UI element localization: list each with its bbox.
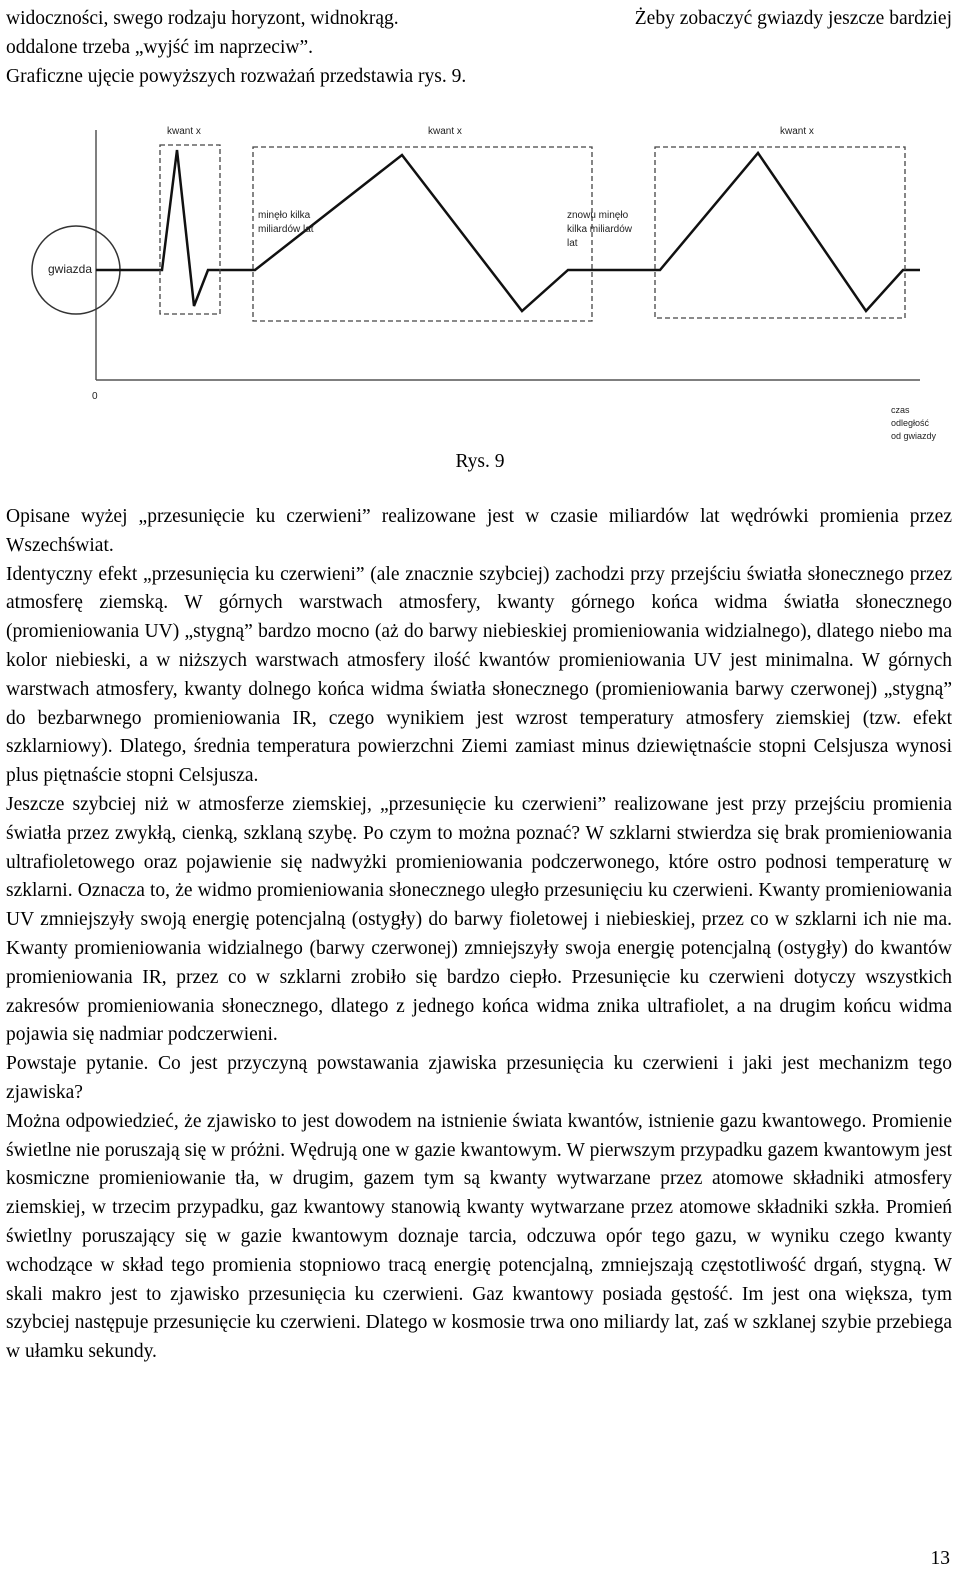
label-kwant-3: kwant x — [780, 126, 814, 137]
label-czas-3: od gwiazdy — [891, 431, 937, 441]
label-kwant-1: kwant x — [167, 126, 201, 137]
paragraph-1: Opisane wyżej „przesunięcie ku czerwieni” realizowane jest w czasie miliardów lat wędrówki promienia przez Wszechświat. — [6, 506, 952, 556]
label-gwiazda: gwiazda — [48, 262, 93, 276]
label-znowu-3: lat — [567, 238, 578, 249]
label-zero: 0 — [92, 391, 98, 402]
label-minelo-1: minęło kilka — [258, 210, 311, 221]
intro-line1-right: Żeby zobaczyć gwiazdy jeszcze bardziej — [634, 8, 952, 29]
paragraph-2: Identyczny efekt „przesunięcia ku czerwieni” (ale znacznie szybciej) zachodzi przy przejściu światła słonecznego przez atmosferę ziemską. W górnych warstwach atmosfery, kwanty górnego końca widma światła słonecznego (promieniowania UV) „stygną” bardzo mocno (aż do barwy niebieskiej promieniowania widzialnego), dlatego niebo ma kolor niebieski, a w niższych warstwach atmosfery ilość kwantów promieniowania UV jest minimalna. W górnych warstwach atmosfery, kwanty dolnego końca widma światła słonecznego (promieniowania barwy czerwonej) „stygną” do bezbarwnego promieniowania IR, czego wynikiem jest wzrost temperatury atmosfery ziemskiej (tzw. efekt szklarniowy). Dlatego, średnia temperatura powierzchni Ziemi zamiast minus dziewiętnaście stopni Celsjusza wynosi plus piętnaście stopni Celsjusza. — [6, 563, 952, 787]
label-minelo-2: miliardów lat — [258, 224, 314, 235]
figure-redshift-diagram — [0, 118, 960, 448]
label-znowu-1: znowu minęło — [567, 210, 629, 221]
intro-line3: Graficzne ujęcie powyższych rozważań przedstawia rys. 9. — [6, 66, 467, 87]
label-czas-2: odległość — [891, 418, 930, 428]
label-znowu-2: kilka miliardów — [567, 224, 633, 235]
paragraph-3: Jeszcze szybciej niż w atmosferze ziemskiej, „przesunięcie ku czerwieni” realizowane jest przy przejściu promienia światła przez zwykłą, cienką, szklaną szybę. Po czym to można poznać? W szklarni stwierdza się brak promieniowania ultrafioletowego oraz pojawienie się nadwyżki promieniowania podczerwonego, które ostro podnosi temperaturę w szklarni. Oznacza to, że widmo promieniowania słonecznego uległo przesunięciu ku czerwieni. Kwanty promieniowania UV zmniejszyły swoją energię potencjalną (ostygły) do barwy fioletowej i niebieskiej, przez co w szklarni ich nie ma. Kwanty promieniowania widzialnego (barwy czerwonej) zmniejszyły swoja energię potencjalną (ostygły) do kwantów promieniowania IR, przez co w szklarni zrobiło się bardzo ciepło. Przesunięcie ku czerwieni dotyczy wszystkich zakresów promieniowania słonecznego, dlatego z jednego końca widma znika ultrafiolet, a na drugim końcu widma pojawia się nadmiar podczerwieni. — [6, 793, 952, 1046]
intro-text — [6, 4, 952, 91]
paragraph-5: Można odpowiedzieć, że zjawisko to jest dowodem na istnienie świata kwantów, istnienie gazu kwantowego. Promienie świetlne nie poruszają się w próżni. Wędrują one w gazie kwantowym. W pierwszym przypadku gazem kwantowym jest kosmiczne promieniowanie tła, w drugim, gazem tym są kwanty wytwarzane przez atomowe składniki atmosfery ziemskiej, w trzecim przypadku, gaz kwantowy stanowią kwanty wytwarzane przez atomowe składniki szkła. Promień świetlny poruszający się w gazie kwantowym doznaje tarcia, odczuwa opór tego gazu, w wyniku czego kwanty wchodzące w skład tego promienia stopniowo tracą energię potencjalną, zmniejszają częstotliwość drgań, stygną. W skali makro jest to zjawisko przesunięcia ku czerwieni. Gaz kwantowy posiada gęstość. Im jest ona większa, tym szybciej następuje przesunięcie ku czerwieni. Dlatego w kosmosie trwa ono miliardy lat, zaś w szklanej szybie przebiega w ułamku sekundy. — [6, 1110, 952, 1363]
label-czas-1: czas — [891, 405, 910, 415]
intro-line2: oddalone trzeba „wyjść im naprzeciw”. — [6, 37, 313, 58]
figure-caption: Rys. 9 — [455, 451, 505, 472]
page-number: 13 — [930, 1548, 950, 1569]
dashed-box-1 — [160, 145, 220, 314]
paragraph-4: Powstaje pytanie. Co jest przyczyną powstawania zjawiska przesunięcia ku czerwieni i jaki jest mechanizm tego zjawiska? — [6, 1053, 952, 1103]
intro-line1-left: widoczności, swego rodzaju horyzont, widnokrąg. — [6, 8, 399, 29]
label-kwant-2: kwant x — [428, 126, 462, 137]
body-text — [6, 503, 952, 1367]
